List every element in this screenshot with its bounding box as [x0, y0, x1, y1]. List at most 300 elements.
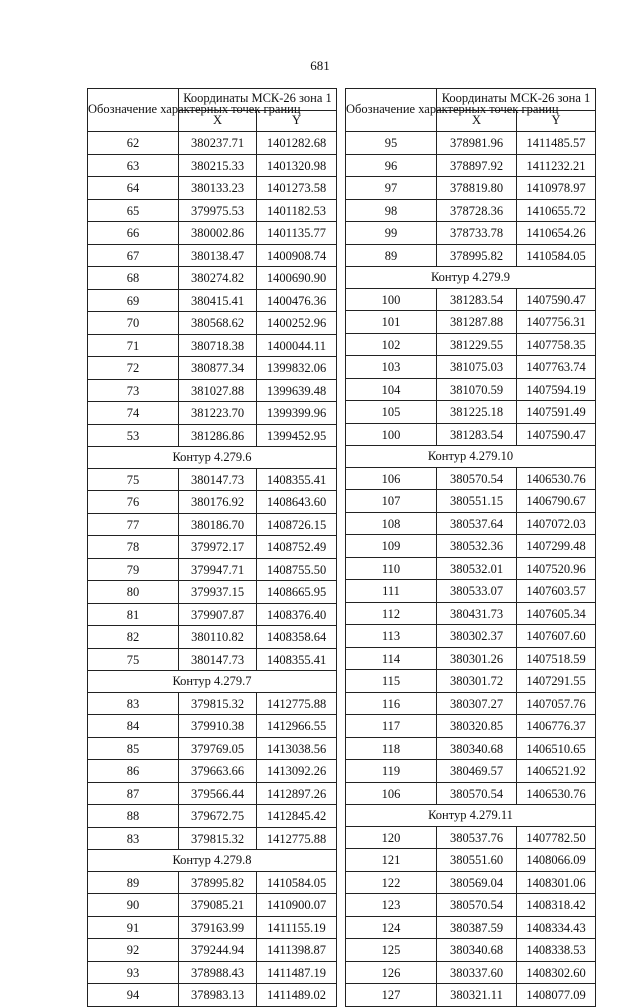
coord-y: 1407591.49 — [517, 401, 596, 424]
point-id: 92 — [88, 939, 179, 962]
table-row — [88, 132, 337, 155]
point-id: 97 — [346, 177, 437, 200]
point-id: 87 — [88, 782, 179, 805]
coord-x: 380133.23 — [179, 177, 257, 200]
coord-x: 380176.92 — [179, 491, 257, 514]
coord-x: 379163.99 — [179, 916, 257, 939]
contour-row — [88, 671, 337, 693]
table-row — [346, 647, 596, 670]
coord-x: 379663.66 — [179, 760, 257, 783]
coordinates-table-right — [345, 88, 596, 1007]
coord-x: 380877.34 — [179, 357, 257, 380]
coord-x: 381283.54 — [437, 423, 517, 446]
coord-x: 380147.73 — [179, 648, 257, 671]
coord-x: 381287.88 — [437, 311, 517, 334]
table-row — [88, 244, 337, 267]
coord-y: 1408355.41 — [257, 468, 337, 491]
table-row — [346, 894, 596, 917]
point-id: 105 — [346, 401, 437, 424]
coord-y: 1408302.60 — [517, 961, 596, 984]
coord-x: 380537.76 — [437, 826, 517, 849]
coord-x: 379907.87 — [179, 603, 257, 626]
point-id: 117 — [346, 715, 437, 738]
table-row — [346, 557, 596, 580]
coord-x: 380415.41 — [179, 289, 257, 312]
point-id: 72 — [88, 357, 179, 380]
table-body-left — [88, 132, 337, 1007]
table-row — [88, 357, 337, 380]
point-id: 79 — [88, 558, 179, 581]
coord-x: 379566.44 — [179, 782, 257, 805]
coord-y: 1400252.96 — [257, 312, 337, 335]
coord-y: 1407291.55 — [517, 670, 596, 693]
table-row — [346, 916, 596, 939]
table-row — [88, 737, 337, 760]
point-id: 114 — [346, 647, 437, 670]
coord-y: 1408338.53 — [517, 939, 596, 962]
coord-y: 1399452.95 — [257, 424, 337, 447]
header-y: Y — [257, 110, 337, 132]
point-id: 106 — [346, 467, 437, 490]
coord-x: 379910.38 — [179, 715, 257, 738]
table-row — [346, 333, 596, 356]
coord-x: 380307.27 — [437, 692, 517, 715]
point-id: 107 — [346, 490, 437, 513]
contour-label: Контур 4.279.9 — [346, 267, 596, 289]
coord-y: 1410584.05 — [257, 871, 337, 894]
coord-x: 380551.60 — [437, 849, 517, 872]
contour-label: Контур 4.279.10 — [346, 446, 596, 468]
header-y: Y — [517, 110, 596, 132]
coord-x: 379085.21 — [179, 894, 257, 917]
point-id: 84 — [88, 715, 179, 738]
point-id: 53 — [88, 424, 179, 447]
coord-y: 1406521.92 — [517, 760, 596, 783]
point-id: 76 — [88, 491, 179, 514]
table-row — [88, 267, 337, 290]
coord-y: 1399399.96 — [257, 402, 337, 425]
point-id: 124 — [346, 916, 437, 939]
coord-x: 381225.18 — [437, 401, 517, 424]
coord-x: 381075.03 — [437, 356, 517, 379]
coord-x: 378819.80 — [437, 177, 517, 200]
point-id: 94 — [88, 984, 179, 1007]
table-row — [346, 467, 596, 490]
coord-y: 1410654.26 — [517, 222, 596, 245]
coord-x: 378988.43 — [179, 961, 257, 984]
point-id: 67 — [88, 244, 179, 267]
coord-y: 1411232.21 — [517, 154, 596, 177]
coord-x: 380532.36 — [437, 535, 517, 558]
coord-y: 1407756.31 — [517, 311, 596, 334]
point-id: 127 — [346, 984, 437, 1007]
coord-y: 1407782.50 — [517, 826, 596, 849]
coord-y: 1413038.56 — [257, 737, 337, 760]
coord-y: 1407590.47 — [517, 423, 596, 446]
coord-y: 1410900.07 — [257, 894, 337, 917]
table-row — [346, 961, 596, 984]
table-row — [346, 512, 596, 535]
coord-y: 1408726.15 — [257, 513, 337, 536]
coord-y: 1408643.60 — [257, 491, 337, 514]
coord-x: 380110.82 — [179, 626, 257, 649]
point-id: 91 — [88, 916, 179, 939]
point-id: 116 — [346, 692, 437, 715]
header-coordinates: Координаты МСК-26 зона 1 — [179, 89, 337, 111]
table-row — [346, 625, 596, 648]
coord-y: 1413092.26 — [257, 760, 337, 783]
table-row — [88, 603, 337, 626]
coord-x: 381283.54 — [437, 288, 517, 311]
contour-label: Контур 4.279.8 — [88, 850, 337, 872]
coord-x: 380537.64 — [437, 512, 517, 535]
coord-x: 381027.88 — [179, 379, 257, 402]
coord-x: 380237.71 — [179, 132, 257, 155]
coord-x: 379815.32 — [179, 692, 257, 715]
table-row — [88, 558, 337, 581]
point-id: 98 — [346, 199, 437, 222]
table-row — [88, 782, 337, 805]
coord-y: 1407057.76 — [517, 692, 596, 715]
point-id: 64 — [88, 177, 179, 200]
coord-y: 1401320.98 — [257, 154, 337, 177]
table-row — [346, 423, 596, 446]
point-id: 108 — [346, 512, 437, 535]
coord-y: 1407072.03 — [517, 512, 596, 535]
table-row — [346, 535, 596, 558]
point-id: 120 — [346, 826, 437, 849]
table-row — [88, 379, 337, 402]
coord-x: 379972.17 — [179, 536, 257, 559]
coord-y: 1407518.59 — [517, 647, 596, 670]
coord-x: 380138.47 — [179, 244, 257, 267]
point-id: 69 — [88, 289, 179, 312]
table-row — [88, 312, 337, 335]
point-id: 88 — [88, 805, 179, 828]
point-id: 125 — [346, 939, 437, 962]
table-row — [88, 894, 337, 917]
page-number: 681 — [310, 58, 330, 73]
coord-y: 1407590.47 — [517, 288, 596, 311]
point-id: 83 — [88, 827, 179, 850]
contour-row — [346, 446, 596, 468]
coord-y: 1411489.02 — [257, 984, 337, 1007]
coord-y: 1408665.95 — [257, 581, 337, 604]
coord-x: 380301.26 — [437, 647, 517, 670]
point-id: 75 — [88, 468, 179, 491]
coord-y: 1407607.60 — [517, 625, 596, 648]
coord-y: 1408301.06 — [517, 871, 596, 894]
coord-x: 378728.36 — [437, 199, 517, 222]
coord-y: 1411485.57 — [517, 132, 596, 155]
header-point-label: Обозначение характерных точек границ — [88, 89, 179, 132]
table-row — [88, 961, 337, 984]
coord-x: 381286.86 — [179, 424, 257, 447]
table-row — [88, 402, 337, 425]
table-row — [346, 715, 596, 738]
table-row — [346, 871, 596, 894]
table-row — [88, 289, 337, 312]
coord-y: 1407605.34 — [517, 602, 596, 625]
table-row — [88, 199, 337, 222]
coord-x: 380469.57 — [437, 760, 517, 783]
coord-y: 1400476.36 — [257, 289, 337, 312]
coord-x: 380337.60 — [437, 961, 517, 984]
table-row — [346, 737, 596, 760]
table-row — [88, 581, 337, 604]
coord-x: 380387.59 — [437, 916, 517, 939]
coord-y: 1412775.88 — [257, 692, 337, 715]
table-row — [346, 311, 596, 334]
header-coordinates: Координаты МСК-26 зона 1 — [437, 89, 596, 111]
contour-row — [346, 267, 596, 289]
coord-y: 1411155.19 — [257, 916, 337, 939]
coord-y: 1401273.58 — [257, 177, 337, 200]
table-row — [346, 356, 596, 379]
table-row — [346, 602, 596, 625]
point-id: 113 — [346, 625, 437, 648]
table-row — [346, 692, 596, 715]
coord-y: 1407758.35 — [517, 333, 596, 356]
coord-y: 1406790.67 — [517, 490, 596, 513]
table-row — [346, 378, 596, 401]
contour-row — [88, 447, 337, 469]
point-id: 75 — [88, 648, 179, 671]
coord-y: 1412966.55 — [257, 715, 337, 738]
coord-x: 378733.78 — [437, 222, 517, 245]
coord-y: 1399639.48 — [257, 379, 337, 402]
table-row — [88, 648, 337, 671]
coord-y: 1400908.74 — [257, 244, 337, 267]
point-id: 126 — [346, 961, 437, 984]
point-id: 81 — [88, 603, 179, 626]
point-id: 100 — [346, 423, 437, 446]
point-id: 78 — [88, 536, 179, 559]
table-row — [88, 715, 337, 738]
header-x: X — [179, 110, 257, 132]
coord-y: 1408358.64 — [257, 626, 337, 649]
contour-label: Контур 4.279.7 — [88, 671, 337, 693]
table-row — [88, 760, 337, 783]
coord-x: 380570.54 — [437, 894, 517, 917]
point-id: 89 — [346, 244, 437, 267]
table-row — [346, 849, 596, 872]
coord-x: 380186.70 — [179, 513, 257, 536]
table-row — [88, 984, 337, 1007]
point-id: 106 — [346, 782, 437, 805]
coord-x: 378995.82 — [179, 871, 257, 894]
table-row — [88, 692, 337, 715]
coord-y: 1410978.97 — [517, 177, 596, 200]
header-x: X — [437, 110, 517, 132]
coord-x: 380215.33 — [179, 154, 257, 177]
coord-y: 1407603.57 — [517, 580, 596, 603]
table-row — [88, 513, 337, 536]
table-row — [346, 782, 596, 805]
coord-x: 378897.92 — [437, 154, 517, 177]
point-id: 100 — [346, 288, 437, 311]
coord-x: 380340.68 — [437, 737, 517, 760]
coord-y: 1406530.76 — [517, 782, 596, 805]
contour-row — [346, 805, 596, 827]
table-row — [88, 939, 337, 962]
coord-y: 1407520.96 — [517, 557, 596, 580]
table-row — [88, 827, 337, 850]
coord-x: 381223.70 — [179, 402, 257, 425]
coord-x: 381229.55 — [437, 333, 517, 356]
point-id: 62 — [88, 132, 179, 155]
coord-x: 380569.04 — [437, 871, 517, 894]
contour-label: Контур 4.279.6 — [88, 447, 337, 469]
table-row — [346, 670, 596, 693]
table-row — [346, 132, 596, 155]
point-id: 111 — [346, 580, 437, 603]
table-row — [88, 805, 337, 828]
point-id: 109 — [346, 535, 437, 558]
table-row — [346, 984, 596, 1007]
coord-y: 1408318.42 — [517, 894, 596, 917]
coord-x: 380718.38 — [179, 334, 257, 357]
table-row — [88, 177, 337, 200]
table-row — [88, 916, 337, 939]
point-id: 93 — [88, 961, 179, 984]
coord-x: 379975.53 — [179, 199, 257, 222]
coord-x: 380302.37 — [437, 625, 517, 648]
point-id: 112 — [346, 602, 437, 625]
table-row — [346, 580, 596, 603]
coord-y: 1406530.76 — [517, 467, 596, 490]
point-id: 110 — [346, 557, 437, 580]
table-row — [88, 468, 337, 491]
coord-y: 1410655.72 — [517, 199, 596, 222]
coord-y: 1408376.40 — [257, 603, 337, 626]
table-row — [88, 424, 337, 447]
point-id: 119 — [346, 760, 437, 783]
coord-y: 1407763.74 — [517, 356, 596, 379]
coord-x: 380002.86 — [179, 222, 257, 245]
coord-y: 1408334.43 — [517, 916, 596, 939]
coord-x: 380431.73 — [437, 602, 517, 625]
point-id: 90 — [88, 894, 179, 917]
point-id: 80 — [88, 581, 179, 604]
point-id: 95 — [346, 132, 437, 155]
point-id: 104 — [346, 378, 437, 401]
coord-x: 380533.07 — [437, 580, 517, 603]
point-id: 122 — [346, 871, 437, 894]
coord-y: 1412845.42 — [257, 805, 337, 828]
coord-x: 379672.75 — [179, 805, 257, 828]
coord-y: 1401282.68 — [257, 132, 337, 155]
coord-x: 378995.82 — [437, 244, 517, 267]
coord-y: 1408066.09 — [517, 849, 596, 872]
table-row — [346, 939, 596, 962]
table-row — [346, 826, 596, 849]
point-id: 66 — [88, 222, 179, 245]
coord-y: 1406776.37 — [517, 715, 596, 738]
point-id: 118 — [346, 737, 437, 760]
point-id: 77 — [88, 513, 179, 536]
point-id: 65 — [88, 199, 179, 222]
coord-x: 380301.72 — [437, 670, 517, 693]
coord-y: 1407299.48 — [517, 535, 596, 558]
coord-x: 379937.15 — [179, 581, 257, 604]
point-id: 101 — [346, 311, 437, 334]
point-id: 85 — [88, 737, 179, 760]
coord-x: 379244.94 — [179, 939, 257, 962]
coord-y: 1408752.49 — [257, 536, 337, 559]
table-row — [346, 760, 596, 783]
table-row — [88, 334, 337, 357]
point-id: 123 — [346, 894, 437, 917]
point-id: 82 — [88, 626, 179, 649]
coord-x: 380551.15 — [437, 490, 517, 513]
point-id: 70 — [88, 312, 179, 335]
coord-x: 380320.85 — [437, 715, 517, 738]
table-row — [346, 177, 596, 200]
coordinates-table-left — [87, 88, 337, 1007]
coord-x: 380147.73 — [179, 468, 257, 491]
point-id: 103 — [346, 356, 437, 379]
contour-row — [88, 850, 337, 872]
coord-x: 379769.05 — [179, 737, 257, 760]
coord-x: 380532.01 — [437, 557, 517, 580]
coord-y: 1408355.41 — [257, 648, 337, 671]
table-row — [346, 490, 596, 513]
point-id: 68 — [88, 267, 179, 290]
coord-y: 1411487.19 — [257, 961, 337, 984]
coord-x: 380568.62 — [179, 312, 257, 335]
point-id: 83 — [88, 692, 179, 715]
coord-y: 1406510.65 — [517, 737, 596, 760]
table-row — [346, 154, 596, 177]
table-row — [346, 288, 596, 311]
header-point-label: Обозначение характерных точек границ — [346, 89, 437, 132]
table-row — [88, 154, 337, 177]
table-row — [88, 222, 337, 245]
coord-y: 1400044.11 — [257, 334, 337, 357]
point-id: 63 — [88, 154, 179, 177]
coord-y: 1408077.09 — [517, 984, 596, 1007]
coord-y: 1407594.19 — [517, 378, 596, 401]
point-id: 96 — [346, 154, 437, 177]
point-id: 71 — [88, 334, 179, 357]
contour-label: Контур 4.279.11 — [346, 805, 596, 827]
coord-x: 380321.11 — [437, 984, 517, 1007]
table-body-right — [346, 132, 596, 1007]
point-id: 89 — [88, 871, 179, 894]
table-row — [346, 244, 596, 267]
point-id: 74 — [88, 402, 179, 425]
coord-y: 1411398.87 — [257, 939, 337, 962]
table-row — [88, 871, 337, 894]
coord-y: 1412897.26 — [257, 782, 337, 805]
point-id: 102 — [346, 333, 437, 356]
coord-y: 1401135.77 — [257, 222, 337, 245]
table-row — [88, 626, 337, 649]
point-id: 99 — [346, 222, 437, 245]
point-id: 121 — [346, 849, 437, 872]
table-row — [346, 401, 596, 424]
coord-y: 1399832.06 — [257, 357, 337, 380]
coord-x: 381070.59 — [437, 378, 517, 401]
table-row — [88, 491, 337, 514]
coord-x: 380570.54 — [437, 467, 517, 490]
coord-y: 1412775.88 — [257, 827, 337, 850]
table-row — [346, 222, 596, 245]
point-id: 115 — [346, 670, 437, 693]
coord-y: 1400690.90 — [257, 267, 337, 290]
table-row — [346, 199, 596, 222]
